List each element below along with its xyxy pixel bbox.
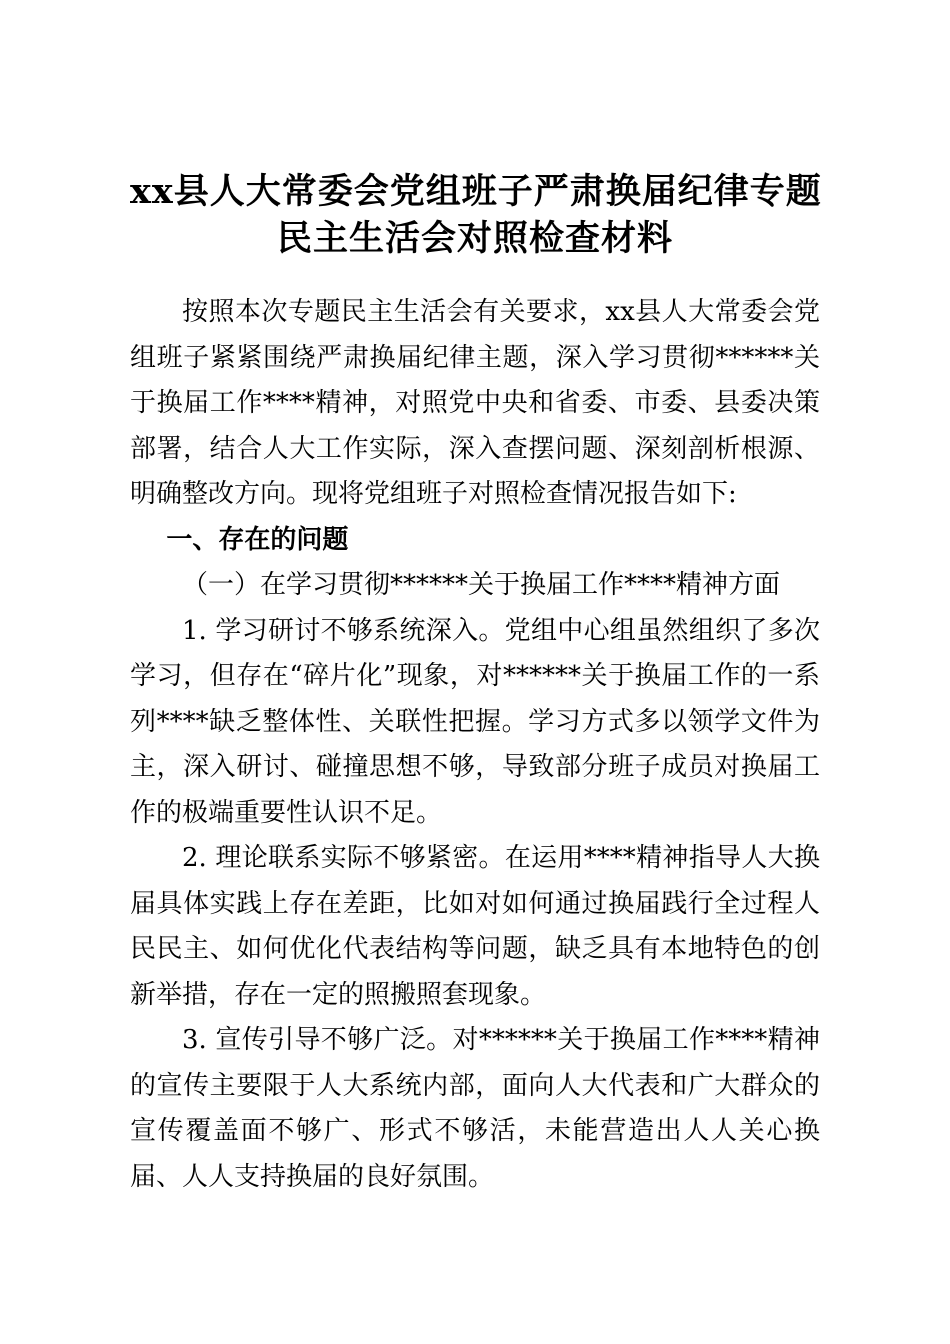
title-line-1: xx县人大常委会党组班子严肃换届纪律专题 — [130, 171, 822, 212]
problem-item-1: 1. 学习研讨不够系统深入。党组中心组虽然组织了多次学习，但存在“碎片化”现象，对******关于换届工作的一系列****缺乏整体性、关联性把握。学习方式多以领学文件为主，深入研讨、碰撞思想不够，导致部分班子成员对换届工作的极端重要性认识不足。 — [130, 615, 820, 828]
document-page — [130, 168, 820, 1200]
section-heading-problems: 一、存在的问题 — [166, 524, 349, 555]
title-line-2: 民主生活会对照检查材料 — [276, 218, 673, 259]
document-title — [130, 168, 820, 262]
document-body — [130, 290, 820, 1200]
subsection-heading-study: （一）在学习贯彻******关于换届工作****精神方面 — [182, 570, 781, 600]
problem-item-3: 3. 宣传引导不够广泛。对******关于换届工作****精神的宣传主要限于人大系统内部，面向人大代表和广大群众的宣传覆盖面不够广、形式不够活，未能营造出人人关心换届、人人支持换届的良好氛围。 — [130, 1025, 820, 1192]
intro-paragraph: 按照本次专题民主生活会有关要求，xx县人大常委会党组班子紧紧围绕严肃换届纪律主题，深入学习贯彻******关于换届工作****精神，对照党中央和省委、市委、县委决策部署，结合人大工作实际，深入查摆问题、深刻剖析根源、明确整改方向。现将党组班子对照检查情况报告如下: — [130, 297, 820, 509]
problem-item-2: 2. 理论联系实际不够紧密。在运用****精神指导人大换届具体实践上存在差距，比如对如何通过换届践行全过程人民民主、如何优化代表结构等问题，缺乏具有本地特色的创新举措，存在一定的照搬照套现象。 — [130, 843, 820, 1010]
